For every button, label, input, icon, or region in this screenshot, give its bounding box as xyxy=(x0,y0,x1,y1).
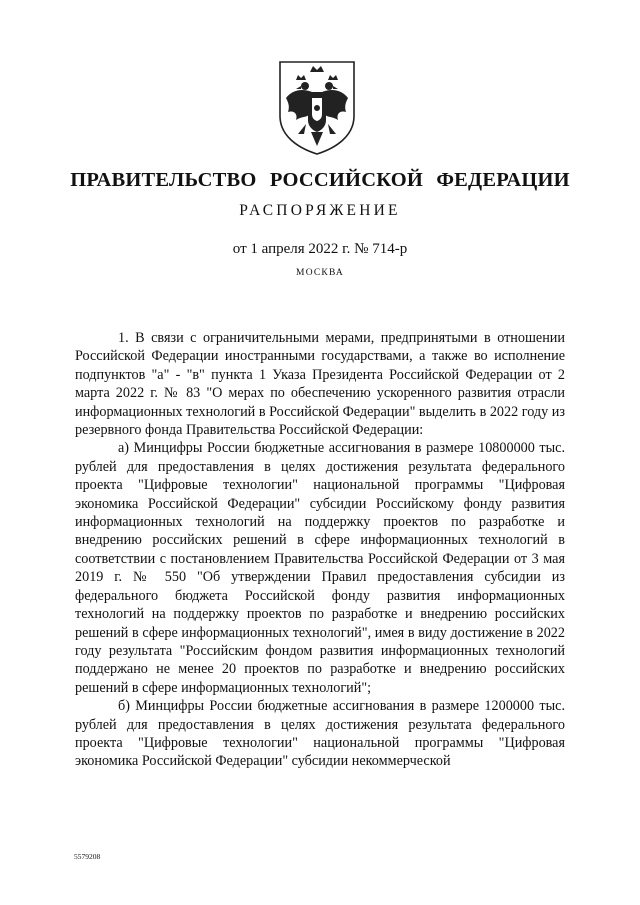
paragraph-1b: б) Минцифры России бюджетные ассигнования в размере 1200000 тыс. рублей для предоставления в целях достижения результата федерального проекта "Цифровые технологии" национальной программы "Цифровая экономика Российской Федерации" субсидии некоммерческой xyxy=(75,698,565,770)
document-city: МОСКВА xyxy=(296,268,344,278)
document-type: РАСПОРЯЖЕНИЕ xyxy=(239,202,401,219)
issuer-title: ПРАВИТЕЛЬСТВО РОССИЙСКОЙ ФЕДЕРАЦИИ xyxy=(70,169,570,191)
paragraph-1: 1. В связи с ограничительными мерами, предпринятыми в отношении Российской Федерации иностранными государствами, а также во исполнение подпунктов "а" - "в" пункта 1 Указа Президента Российской Федерации от 2 марта 2022 г. № 83 "О мерах по обеспечению ускоренного развития отрасли информационных технологий в Российской Федерации" выделить в 2022 году из резервного фонда Правительства Российской Федерации: xyxy=(75,330,565,439)
paragraph-1a: а) Минцифры России бюджетные ассигнования в размере 10800000 тыс. рублей для предоставления в целях достижения результата федерального проекта "Цифровые технологии" национальной программы "Цифровая экономика Российской Федерации" субсидии Российскому фонду развития информационных технологий на поддержку проектов по разработке и внедрению российских решений в сфере информационных технологий в соответствии с постановлением Правительства Российской Федерации от 3 мая 2019 г. № 550 "Об утверждении Правил предоставления субсидии из федерального бюджета Российской фонду развития информационных технологий на поддержку проектов по разработке и внедрению российских решений в сфере информационных технологий", имея в виду достижение в 2022 году результата "Российским фондом развития информационных технологий поддержано не менее 20 проектов по разработке и внедрению российских решений в сфере информационных технологий"; xyxy=(75,440,565,696)
document-body xyxy=(75,329,565,771)
document-date-number: от 1 апреля 2022 г. № 714-р xyxy=(232,241,408,257)
footer-document-code: 5579208 xyxy=(74,852,101,861)
coat-of-arms-emblem-icon xyxy=(272,58,362,156)
